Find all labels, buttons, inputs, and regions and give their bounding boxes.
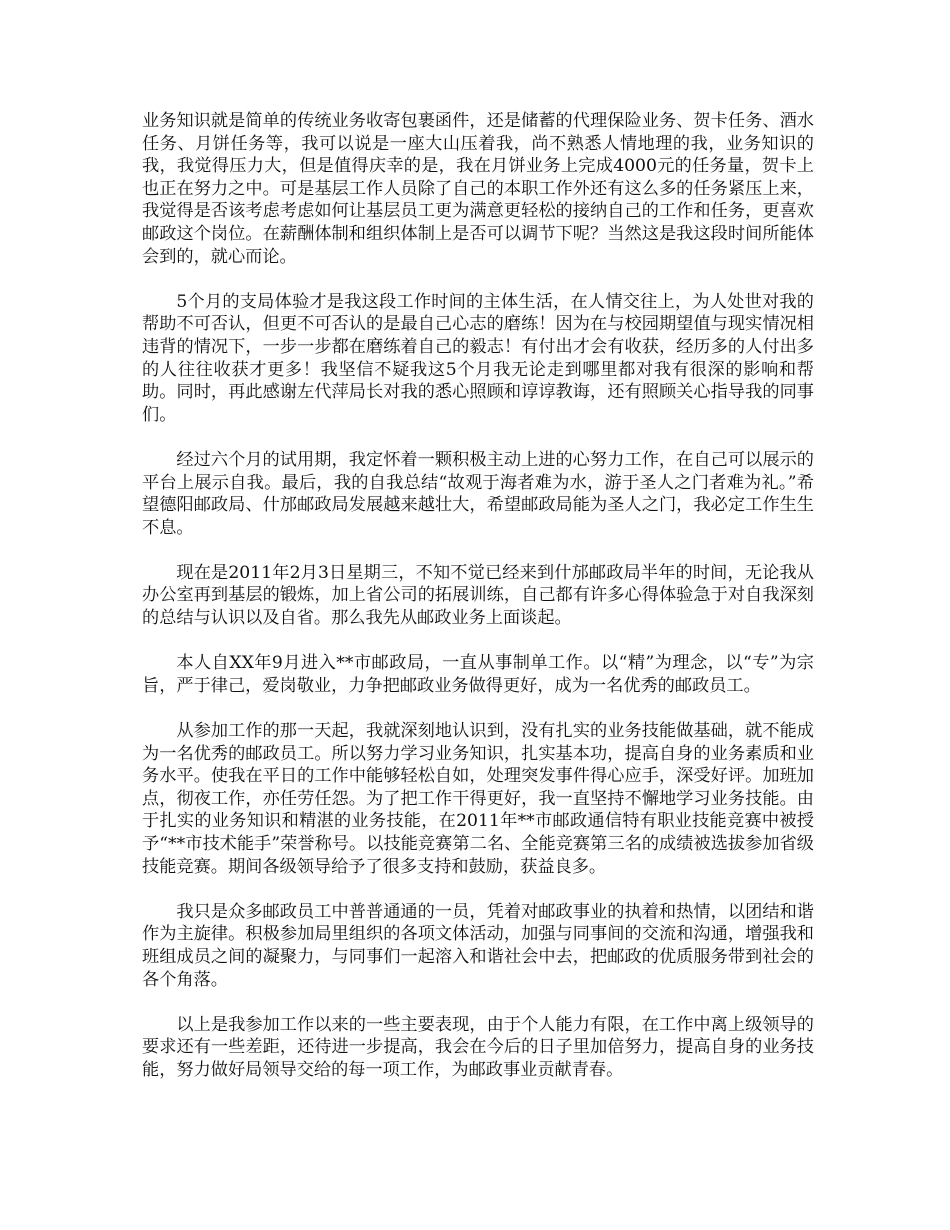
- paragraph-5: 本人自XX年9月进入**市邮政局，一直从事制单工作。以“精”为理念，以“专”为宗旨，严于律己，爱岗敬业，力争把邮政业务做得更好，成为一名优秀的邮政员工。: [142, 653, 814, 696]
- paragraph-7: 我只是众多邮政员工中普普通通的一员，凭着对邮政事业的执着和热情，以团结和谐作为主旋律。积极参加局里组织的各项文体活动，加强与同事间的交流和沟通，增强我和班组成员之间的凝聚力，与同事们一起溶入和谐社会中去，把邮政的优质服务带到社会的各个角落。: [142, 901, 814, 990]
- document-page: [142, 110, 814, 1104]
- paragraph-3: 经过六个月的试用期，我定怀着一颗积极主动上进的心努力工作，在自己可以展示的平台上展示自我。最后，我的自我总结“故观于海者难为水，游于圣人之门者难为礼。”希望德阳邮政局、什邡邮政局发展越来越壮大，希望邮政局能为圣人之门，我必定工作生生不息。: [142, 449, 814, 538]
- paragraph-1: 业务知识就是简单的传统业务收寄包裹函件，还是储蓄的代理保险业务、贺卡任务、酒水任务、月饼任务等，我可以说是一座大山压着我，尚不熟悉人情地理的我，业务知识的我，我觉得压力大，但是值得庆幸的是，我在月饼业务上完成4000元的任务量，贺卡上也正在努力之中。可是基层工作人员除了自己的本职工作外还有这么多的任务紧压上来，我觉得是否该考虑考虑如何让基层员工更为满意更轻松的接纳自己的工作和任务，更喜欢邮政这个岗位。在薪酬体制和组织体制上是否可以调节下呢？当然这是我这段时间所能体会到的，就心而论。: [142, 111, 814, 267]
- paragraph-8: 以上是我参加工作以来的一些主要表现，由于个人能力有限，在工作中离上级领导的要求还有一些差距，还待进一步提高，我会在今后的日子里加倍努力，提高自身的业务技能，努力做好局领导交给的每一项工作，为邮政事业贡献青春。: [142, 1014, 814, 1080]
- paragraph-2: 5个月的支局体验才是我这段工作时间的主体生活，在人情交往上，为人处世对我的帮助不可否认，但更不可否认的是最自己心志的磨练！因为在与校园期望值与现实情况相违背的情况下，一步一步都在磨练着自己的毅志！有付出才会有收获，经历多的人付出多的人往往收获才更多！我坚信不疑我这5个月我无论走到哪里都对我有很深的影响和帮助。同时，再此感谢左代萍局长对我的悉心照顾和谆谆教诲，还有照顾关心指导我的同事们。: [142, 291, 814, 425]
- paragraph-6: 从参加工作的那一天起，我就深刻地认识到，没有扎实的业务技能做基础，就不能成为一名优秀的邮政员工。所以努力学习业务知识，扎实基本功，提高自身的业务素质和业务水平。使我在平日的工作中能够轻松自如，处理突发事件得心应手，深受好评。加班加点，彻夜工作，亦任劳任怨。为了把工作干得更好，我一直坚持不懈地学习业务技能。由于扎实的业务知识和精湛的业务技能，在2011年**市邮政通信特有职业技能竞赛中被授予“**市技术能手”荣誉称号。以技能竞赛第二名、全能竞赛第三名的成绩被选拔参加省级技能竞赛。期间各级领导给予了很多支持和鼓励，获益良多。: [142, 721, 814, 877]
- paragraph-4: 现在是2011年2月3日星期三，不知不觉已经来到什邡邮政局半年的时间，无论我从办公室再到基层的锻炼，加上省公司的拓展训练，自己都有许多心得体验急于对自我深刻的总结与认识以及自省。那么我先从邮政业务上面谈起。: [142, 562, 814, 629]
